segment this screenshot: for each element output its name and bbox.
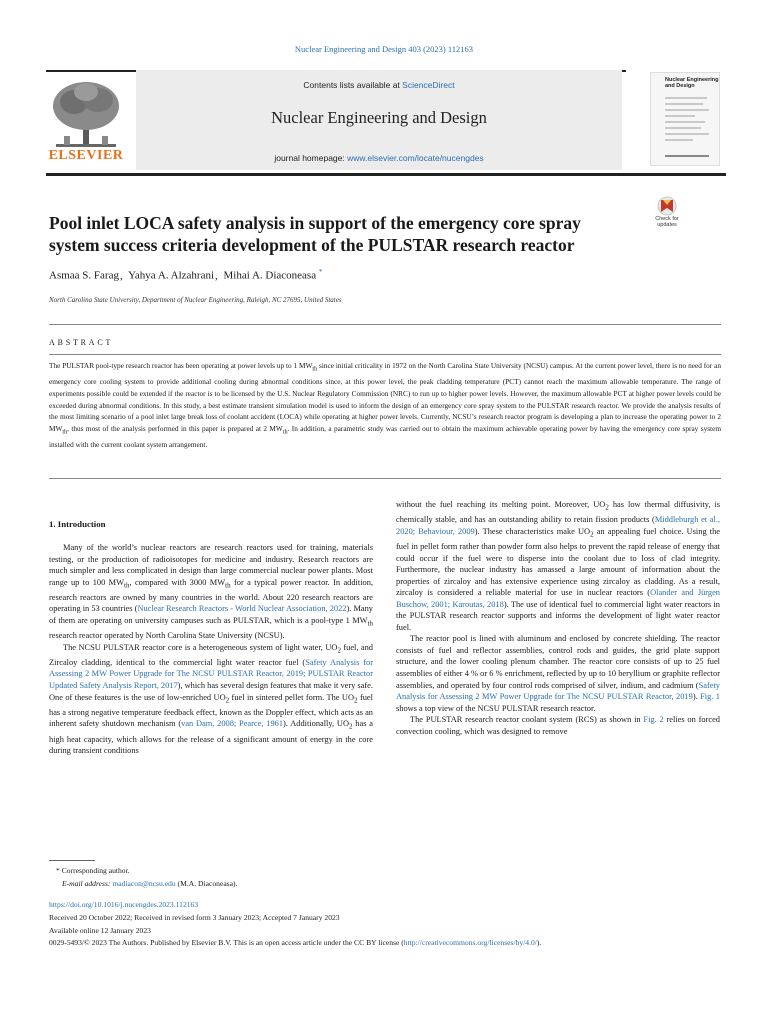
text: Many of the world’s nuclear reactors are research reactors used for training, materials testing, or the production of radioisotopes for medicine and industry. Research reactors are much simpler and less complicated in design than large commercial nuclear power plants. Most range up to 100 MW xyxy=(49,543,373,587)
text: ). Many of them are operating on university campuses such as PULSTAR, which is a pool-type 1 MW xyxy=(49,604,373,625)
subscript: th xyxy=(282,429,288,436)
paragraph xyxy=(396,714,720,737)
section-heading-introduction: 1. Introduction xyxy=(49,519,106,529)
contents-line xyxy=(136,80,622,90)
journal-cover-thumbnail[interactable] xyxy=(650,72,720,166)
author-list xyxy=(49,268,322,282)
cover-line xyxy=(665,127,701,129)
citation-link[interactable]: Olander and Jürgen Buschow, 2001; Karoutas, 2018 xyxy=(396,588,720,609)
author-link[interactable]: Asmaa S. Farag xyxy=(49,269,119,282)
text: , compared with 3000 MW xyxy=(129,577,226,587)
copyright-text: 0029-5493/© 2023 The Authors. Published by Elsevier B.V. This is an open access article under the CC BY license ( xyxy=(49,938,404,947)
footnote-email xyxy=(62,879,237,888)
subscript: th xyxy=(124,581,130,590)
text: ). The use of identical fuel to commercial light water reactors in the PULSTAR research reactor supports and informs the development of light water reactor fuel. xyxy=(396,599,720,632)
footnote-text: Corresponding author. xyxy=(61,866,130,875)
journal-homepage-link[interactable]: www.elsevier.com/locate/nucengdes xyxy=(347,153,484,163)
cover-line xyxy=(665,103,703,105)
abstract-bottom-rule xyxy=(49,478,721,479)
text: ). Additionally, UO xyxy=(283,719,350,729)
contents-prefix: Contents lists available at xyxy=(303,80,403,90)
license-link[interactable]: http://creativecommons.org/licenses/by/4.0/ xyxy=(403,938,537,947)
citation-link[interactable]: van Dam, 2008; Pearce, 1961 xyxy=(181,719,284,729)
text: an appealing fuel choice. Using the fuel in pellet form rather than powder form also helps to prevent the rapid release of energy that could occur if the fuel were to disperse into the coolant due to loss of clad integrity. Furthermore, the nuclear industry has amassed a large amount of information about the properties of zircaloy and has extensive experience using zircaloy as cladding. As a result, zircaloy is considered a reliable material for use in nuclear reactors ( xyxy=(396,526,720,598)
author-separator: , xyxy=(119,269,123,282)
paragraph xyxy=(49,542,373,642)
email-suffix: (M.A. Diaconeasa). xyxy=(175,879,238,888)
citation-link[interactable]: Middleburgh et al., 2020; Behaviour, 2009 xyxy=(396,515,721,536)
subscript: 2 xyxy=(349,723,353,732)
text: relies on forced convection cooling, which was designed to remove xyxy=(396,715,720,736)
abstract-top-rule xyxy=(49,324,721,325)
copyright-end: ). xyxy=(536,938,542,947)
citation-link[interactable]: Safety Analysis for Assessing 2 MW Power Upgrade for The NCSU PULSTAR Reactor, 2019 xyxy=(396,680,720,702)
cover-line xyxy=(665,121,705,123)
footnote-mark: * xyxy=(56,866,60,875)
homepage-prefix: journal homepage: xyxy=(274,153,348,163)
footnote-rule xyxy=(49,860,95,861)
affiliation: North Carolina State University, Department of Nuclear Engineering, Raleigh, NC 27695, United States xyxy=(49,296,342,304)
subscript: 2 xyxy=(590,530,594,539)
cover-line xyxy=(665,133,709,135)
doi-link[interactable]: https://doi.org/10.1016/j.nucengdes.2023.112163 xyxy=(49,900,199,909)
cover-title: Nuclear Engineering and Design xyxy=(665,77,719,89)
text: ). These characteristics make UO xyxy=(474,526,591,536)
left-column xyxy=(49,542,373,757)
text: fuel, and Zircaloy cladding, identical to the commercial light water reactor fuel ( xyxy=(49,642,373,667)
check-for-updates-label: Check for updates xyxy=(655,216,679,228)
elsevier-wordmark: ELSEVIER xyxy=(48,148,124,163)
abstract-body xyxy=(49,360,721,451)
citation-link[interactable]: Safety Analysis for Assessing 2 MW Power Upgrade for The NCSU PULSTAR Reactor, 2019; PULSTAR Reactor Updated Safety Analysis Report, 2017 xyxy=(49,657,373,691)
cover-line xyxy=(665,139,693,141)
citation-link[interactable]: Nuclear Research Reactors - World Nuclear Association, 2022 xyxy=(137,604,347,614)
subscript: th xyxy=(225,581,231,590)
cover-line xyxy=(665,97,707,99)
subscript: 2 xyxy=(605,503,609,512)
subscript: 2 xyxy=(354,696,358,705)
subscript: th xyxy=(312,366,318,373)
text: has a high heat capacity, which allows for the release of a significant amount of energy in the core during transient conditions xyxy=(49,719,373,756)
paragraph xyxy=(396,499,720,633)
received-dates: Received 20 October 2022; Received in revised form 3 January 2023; Accepted 7 January 2023 xyxy=(49,913,340,922)
text: fuel in sintered pellet form. The UO xyxy=(229,692,355,702)
cover-line xyxy=(665,109,709,111)
text: shows a top view of the NCSU PULSTAR research reactor. xyxy=(396,703,596,713)
text: The NCSU PULSTAR reactor core is a heterogeneous system of light water, UO xyxy=(63,642,338,652)
available-online-date: Available online 12 January 2023 xyxy=(49,926,151,935)
abstract-text: . In addition, a parametric study was carried out to obtain the maximum achievable operating power by having the emergency core spray system installed with the current coolant system arrangement. xyxy=(49,423,721,450)
email-label: E-mail address: xyxy=(62,879,111,888)
journal-reference[interactable]: Nuclear Engineering and Design 403 (2023) 112163 xyxy=(294,44,474,54)
text: has low thermal diffusivity, is chemically stable, and has an outstanding ability to retain fission products ( xyxy=(396,500,721,525)
text: fuel has a strong negative temperature feedback effect, known as the Doppler effect, which acts as an inherent safety shutdown mechanism ( xyxy=(49,692,373,729)
abstract-text: since initial criticality in 1972 on the North Carolina State University (NCSU) campus. At the current power level, there is no need for an emergency core cooling system to provide additional cooling during abnormal conditions since, at this power level, the peak cladding temperature (PCT) cannot reach the maximum allowable temperature. The range of experiments possible could be extended if the reactor is to be licensed by the U.S. Nuclear Regulatory Commission (NRC) to run up to higher power levels. However, the maximum allowable PCT at higher power levels could be exceeded during abnormal conditions. In this study, a best estimate transient simulation model is used to inform the design of an emergency core spray system to the PULSTAR research reactor. We provide the analysis results of the most limiting scenario of a pool inlet large break loss of coolant accident (LOCA) while operating at higher power levels. Currently, NCSU’s research reactor program is developing a plan to increase the operating power to 2 MW xyxy=(49,361,721,433)
cover-line xyxy=(665,115,695,117)
abstract-heading: ABSTRACT xyxy=(49,338,114,347)
homepage-line xyxy=(136,153,622,163)
text: ). xyxy=(692,692,701,702)
text: ), which has several design features that make it very safe. One of these features is the use of low-enriched UO xyxy=(49,681,373,702)
text: The reactor pool is lined with aluminum and enclosed by concrete shielding. The reactor consists of fuel and reflector assemblies, control rods and guides, the grid plate support structure, and the lower cooling plenum chamber. The reactor core consists of up to 25 fuel assemblies of either 4 % or 6 % enrichment, reflected by up to 10 beryllium or graphite reflector assemblies, and operated by four control rods comprised of silver, indium, and cadmium ( xyxy=(396,634,720,690)
check-for-updates-icon xyxy=(646,196,688,218)
abstract-rule xyxy=(49,354,721,355)
article-title: Pool inlet LOCA safety analysis in support of the emergency core spray system success criteria development of the PULSTAR research reactor xyxy=(49,213,581,255)
subscript: 2 xyxy=(225,696,230,705)
copyright-notice xyxy=(49,938,739,947)
footnote-corresponding xyxy=(56,866,130,875)
text: research reactor operated by North Carolina State University (NCSU). xyxy=(49,631,285,641)
cover-logo-bar xyxy=(665,155,709,157)
corresponding-author-mark[interactable]: * xyxy=(318,268,323,276)
masthead-bottom-rule xyxy=(46,173,726,176)
subscript: th xyxy=(62,429,68,436)
subscript: 2 xyxy=(337,646,341,655)
author-link[interactable]: Yahya A. Alzahrani xyxy=(128,269,215,282)
text: without the fuel reaching its melting point. Moreover, UO xyxy=(396,500,606,509)
author-separator: , xyxy=(215,269,218,282)
figure-link[interactable]: Fig. 2 xyxy=(643,715,664,725)
text: for a typical power reactor. In addition, research reactors are owned by many countries in the world. About 220 research reactors are operating in 53 countries ( xyxy=(49,577,373,614)
check-for-updates-button[interactable] xyxy=(646,196,688,238)
email-link[interactable]: madiacon@ncsu.edu xyxy=(112,879,176,888)
subscript: th xyxy=(367,619,373,628)
figure-link[interactable]: Fig. 1 xyxy=(700,692,720,702)
paragraph xyxy=(49,642,373,757)
journal-masthead xyxy=(46,70,726,176)
author-link[interactable]: Mihai A. Diaconeasa xyxy=(223,269,317,282)
abstract-text: The PULSTAR pool-type research reactor has been operating at power levels up to 1 MW xyxy=(49,361,313,370)
text: The PULSTAR research reactor coolant system (RCS) as shown in xyxy=(410,715,644,725)
paragraph xyxy=(396,633,720,714)
journal-info-box xyxy=(136,70,622,170)
right-column xyxy=(396,499,720,737)
abstract-text: , thus most of the analysis performed in this paper is prepared at 2 MW xyxy=(67,423,283,433)
sciencedirect-link[interactable]: ScienceDirect xyxy=(402,80,455,90)
journal-title: Nuclear Engineering and Design xyxy=(271,108,487,127)
